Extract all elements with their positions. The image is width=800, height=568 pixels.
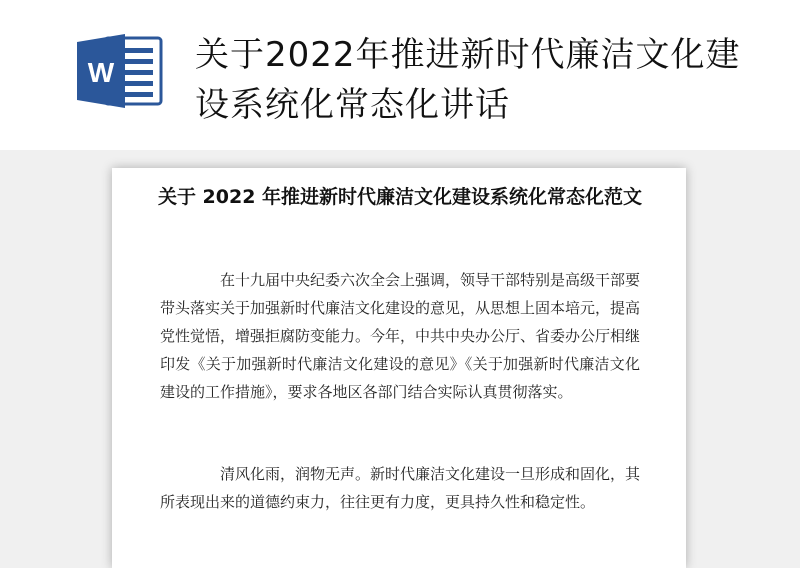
svg-text:W: W (87, 57, 115, 88)
header-banner (0, 0, 800, 150)
document-paragraph: 清风化雨，润物无声。新时代廉洁文化建设一旦形成和固化，其所表现出来的道德约束力，往往更有力度，更具持久性和稳定性。 (160, 465, 641, 511)
document-paragraph: 在十九届中央纪委六次全会上强调，领导干部特别是高级干部要带头落实关于加强新时代廉洁文化建设的意见，从思想上固本培元，提高党性觉悟，增强拒腐防变能力。今年，中共中央办公厅、省委办公厅相继印发《关于加强新时代廉洁文化建设的意见》《关于加强新时代廉洁文化建设的工作措施》，要求各地区各部门结合实际认真贯彻落实。 (160, 271, 641, 401)
document-title: 关于 2022 年推进新时代廉洁文化建设系统化常态化范文 (157, 186, 643, 208)
word-icon (75, 32, 165, 110)
header-title: 关于2022年推进新时代廉洁文化建设系统化常态化讲话 (195, 35, 741, 125)
